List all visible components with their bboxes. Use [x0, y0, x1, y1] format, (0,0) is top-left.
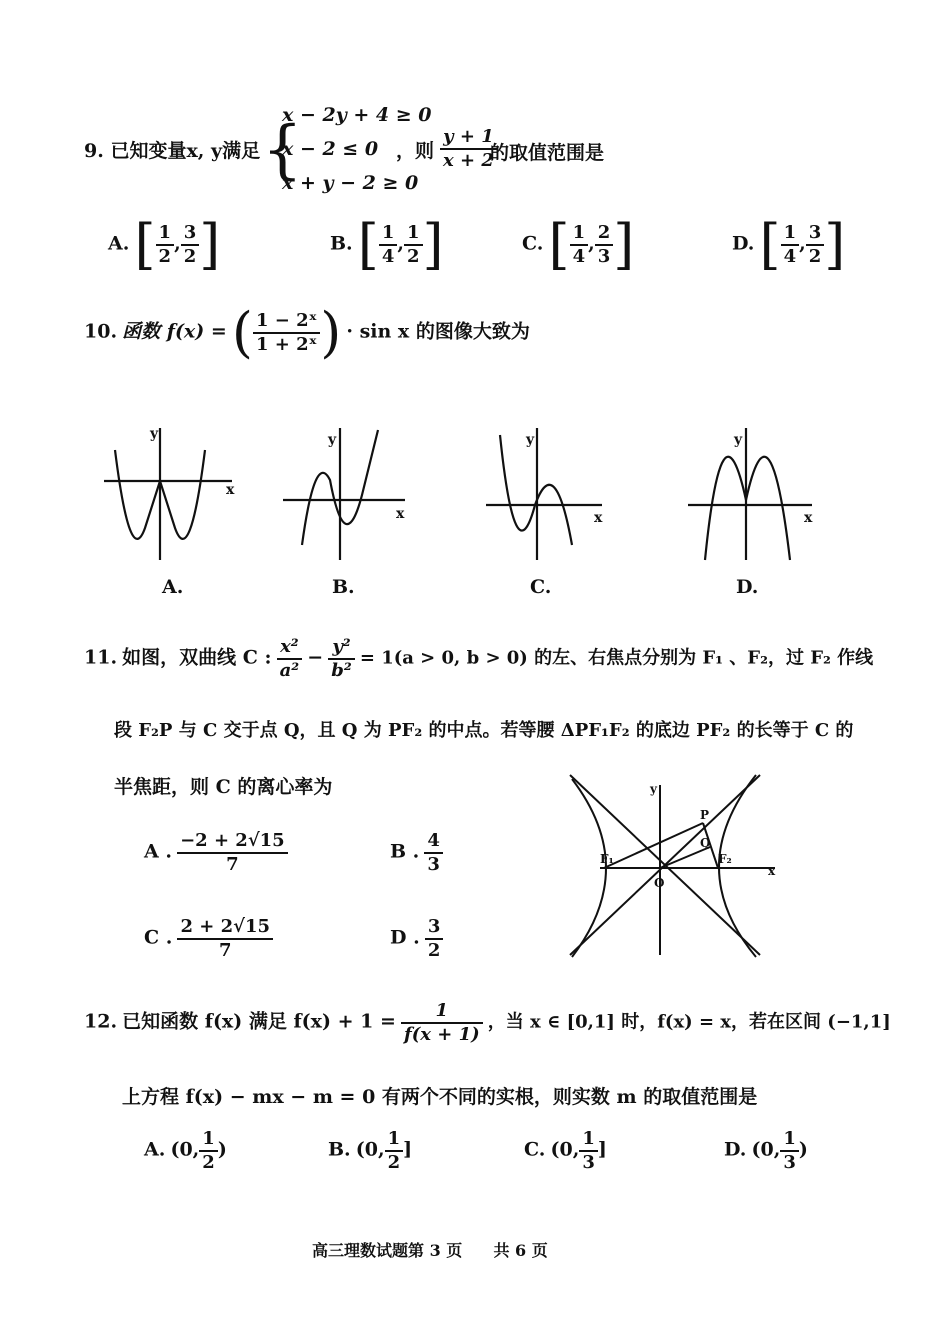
q11-y2: y² — [328, 636, 354, 660]
q12-line-2: 上方程 f(x) − mx − m = 0 有两个不同的实根，则实数 m 的取值范围是 — [122, 1086, 758, 1108]
q10-num: 1 − 2ˣ — [253, 310, 320, 334]
q11-fig-f2: F₂ — [718, 852, 732, 866]
q9-option-d-label: D. — [732, 232, 755, 255]
q9-suffix: 的取值范围是 — [490, 142, 605, 164]
q9-b-upper-den: 2 — [407, 246, 420, 267]
q11-option-c-label: C . — [144, 926, 173, 949]
q11-fig-f1: F₁ — [600, 852, 614, 866]
q10-graph-d — [688, 428, 812, 560]
q12-a-num: 1 — [199, 1128, 218, 1152]
q10-function: 函数 f(x) = — [122, 320, 227, 343]
q10-c-x-label: x — [594, 510, 603, 526]
q10-option-a-label: A. — [162, 576, 184, 598]
q11-option-c — [144, 916, 273, 962]
q10-b-y-label: y — [328, 432, 337, 448]
q11-line-3: 半焦距，则 C 的离心率为 — [114, 776, 333, 798]
q12-option-d-label: D. — [724, 1138, 747, 1161]
q12-line-1b: ，当 x ∈ [0,1] 时，f(x) = x，若在区间 (−1,1] — [487, 1011, 891, 1033]
q9-constraint-1: x − 2y + 4 ≥ 0 — [282, 104, 432, 126]
q11-line-1a: 如图，双曲线 C : — [122, 646, 272, 669]
q11-a-num: −2 + 2√15 — [177, 830, 288, 854]
q10-option-d-label: D. — [736, 576, 759, 598]
q11-fig-x: x — [768, 864, 776, 878]
q10-option-c-label: C. — [530, 576, 552, 598]
q10-graphs — [0, 410, 950, 570]
q12-b-num: 1 — [385, 1128, 404, 1152]
q11-a2: a² — [279, 660, 300, 681]
q11-b-den: 3 — [427, 854, 440, 875]
q11-c-num: 2 + 2√15 — [177, 916, 273, 940]
q9-c-upper-num: 2 — [595, 222, 614, 246]
q9-d-upper-num: 3 — [806, 222, 825, 246]
q9-c-upper-den: 3 — [597, 246, 611, 267]
q11-fig-q: Q — [700, 836, 711, 850]
q10-a-y-label: y — [150, 426, 159, 442]
q9-c-lower-den: 4 — [572, 246, 586, 267]
q12-b-den: 2 — [387, 1152, 401, 1173]
q9-option-a: A. [ $\frac{1}{2}$ , $\frac{3}{2}$ ] — [108, 213, 221, 276]
footer-total: 共 6 页 — [493, 1241, 548, 1260]
q9-a-upper-num: 3 — [181, 222, 200, 246]
q10-stem: 10. 函数 f(x) = ( $\frac{\text{1 − 2ˣ}}{\text{1 + 2ˣ}}$ ) · sin x 的图像大致为 — [84, 301, 530, 364]
q12-a-open: (0, — [170, 1138, 200, 1161]
q11-line-1: 11. 如图，双曲线 C : $\frac{\text{x²}}{\text{a²}}$ − $\frac{\text{y²}}{\text{b²}}$ = 1(a > 0, b > 0) 的左、右焦点分别为 F₁ 、F₂，过 F₂ 作线 — [84, 636, 874, 681]
q10-graph-b — [283, 428, 405, 560]
q9-d-upper-den: 2 — [808, 246, 822, 267]
q12-frac-num: 1 — [401, 1000, 483, 1024]
q12-c-open: (0, — [550, 1138, 580, 1161]
q12-number: 12. — [84, 1010, 118, 1033]
q12-option-d — [724, 1128, 808, 1174]
q11-option-d-label: D . — [390, 926, 420, 949]
q12-b-open: (0, — [355, 1138, 385, 1161]
q11-b2: b² — [331, 660, 352, 681]
q9-a-upper-den: 2 — [183, 246, 197, 267]
q9-option-a-label: A. — [108, 232, 130, 255]
q9-option-b: B. [ $\frac{1}{4}$ , $\frac{1}{2}$ ] — [330, 213, 444, 276]
q11-line-2: 段 F₂P 与 C 交于点 Q，且 Q 为 PF₂ 的中点。若等腰 ΔPF₁F₂ 的底边 PF₂ 的长等于 C 的 — [114, 720, 854, 741]
q12-option-b — [328, 1128, 412, 1174]
q10-number: 10. — [84, 320, 118, 343]
q12-b-close: ] — [403, 1138, 413, 1161]
q9-option-c: C. [ $\frac{1}{4}$ , $\frac{2}{3}$ ] — [522, 213, 635, 276]
q10-d-x-label: x — [804, 510, 813, 526]
q9-a-lower-den: 2 — [158, 246, 172, 267]
q9-option-c-label: C. — [522, 232, 544, 255]
q12-option-c-label: C. — [524, 1138, 546, 1161]
q9-number: 9. — [84, 140, 104, 162]
q10-tail: · sin x 的图像大致为 — [346, 320, 530, 343]
q12-c-close: ] — [597, 1138, 607, 1161]
q12-frac-den: f(x + 1) — [403, 1024, 480, 1045]
q11-x2: x² — [277, 636, 303, 660]
q11-right-branch — [719, 775, 756, 957]
q12-d-close: ) — [798, 1138, 808, 1161]
q10-option-b-label: B. — [332, 576, 355, 598]
q12-a-close: ) — [217, 1138, 227, 1161]
q11-number: 11. — [84, 646, 118, 669]
q12-option-a — [144, 1128, 227, 1174]
q9-d-lower-num: 1 — [781, 222, 800, 246]
q10-den: 1 + 2ˣ — [255, 334, 318, 355]
q10-graph-a — [104, 428, 232, 560]
q10-d-y-label: y — [734, 432, 743, 448]
q9-b-lower-num: 1 — [379, 222, 398, 246]
q9-c-lower-num: 1 — [570, 222, 589, 246]
q11-fig-p: P — [700, 808, 710, 822]
q9-b-lower-den: 4 — [381, 246, 395, 267]
q11-a-den: 7 — [226, 854, 239, 875]
q9-expression — [440, 126, 497, 172]
q11-option-d — [390, 916, 443, 962]
footer-page: 高三理数试题第 3 页 — [312, 1241, 463, 1260]
q12-line-1a: 已知函数 f(x) 满足 f(x) + 1 = — [122, 1010, 396, 1033]
q10-c-y-label: y — [526, 432, 535, 448]
q9-option-d: D. [ $\frac{1}{4}$ , $\frac{3}{2}$ ] — [732, 213, 846, 276]
q11-b-num: 4 — [424, 830, 443, 854]
q11-d-num: 3 — [425, 916, 444, 940]
q12-option-b-label: B. — [328, 1138, 351, 1161]
q12-a-den: 2 — [202, 1152, 215, 1173]
q9-stem — [84, 136, 260, 163]
q11-hyperbola-figure — [560, 765, 790, 965]
q11-option-a — [144, 830, 288, 876]
q11-c-den: 7 — [218, 940, 232, 961]
q9-b-upper-num: 1 — [404, 222, 423, 246]
q10-b-x-label: x — [396, 506, 405, 522]
q11-option-b-label: B . — [390, 840, 420, 863]
q11-fig-y: y — [650, 782, 657, 796]
q10-a-x-label: x — [226, 482, 235, 498]
q11-option-a-label: A . — [144, 840, 172, 863]
q12-option-a-label: A. — [144, 1138, 166, 1161]
q9-stem-text: 已知变量x, y满足 — [110, 140, 261, 162]
q10-graph-c — [486, 428, 602, 560]
q9-option-b-label: B. — [330, 232, 353, 255]
q9-a-lower-num: 1 — [156, 222, 175, 246]
q11-fig-o: O — [654, 876, 665, 890]
q11-segment-f1p — [604, 823, 703, 868]
q9-constraint-3: x + y − 2 ≥ 0 — [282, 172, 419, 194]
q11-d-den: 2 — [427, 940, 441, 961]
q9-brace: { — [262, 113, 303, 187]
q11-line-1b: = 1(a > 0, b > 0) 的左、右焦点分别为 F₁ 、F₂，过 F₂ 作线 — [359, 647, 874, 669]
q12-line-1 — [84, 1000, 891, 1046]
q9-constraint-2: x − 2 ≤ 0 — [282, 138, 379, 160]
q9-d-lower-den: 4 — [783, 246, 797, 267]
q9-expr-num: y + 1 — [440, 126, 497, 150]
q11-option-b — [390, 830, 443, 876]
q12-c-den: 3 — [582, 1152, 595, 1173]
q12-d-open: (0, — [751, 1138, 781, 1161]
footer — [312, 1238, 548, 1261]
q9-then: ，则 — [396, 140, 435, 162]
q12-d-den: 3 — [783, 1152, 796, 1173]
q12-c-num: 1 — [579, 1128, 598, 1152]
q9-expr-den: x + 2 — [443, 150, 494, 171]
q12-option-c — [524, 1128, 607, 1174]
q12-d-num: 1 — [780, 1128, 799, 1152]
